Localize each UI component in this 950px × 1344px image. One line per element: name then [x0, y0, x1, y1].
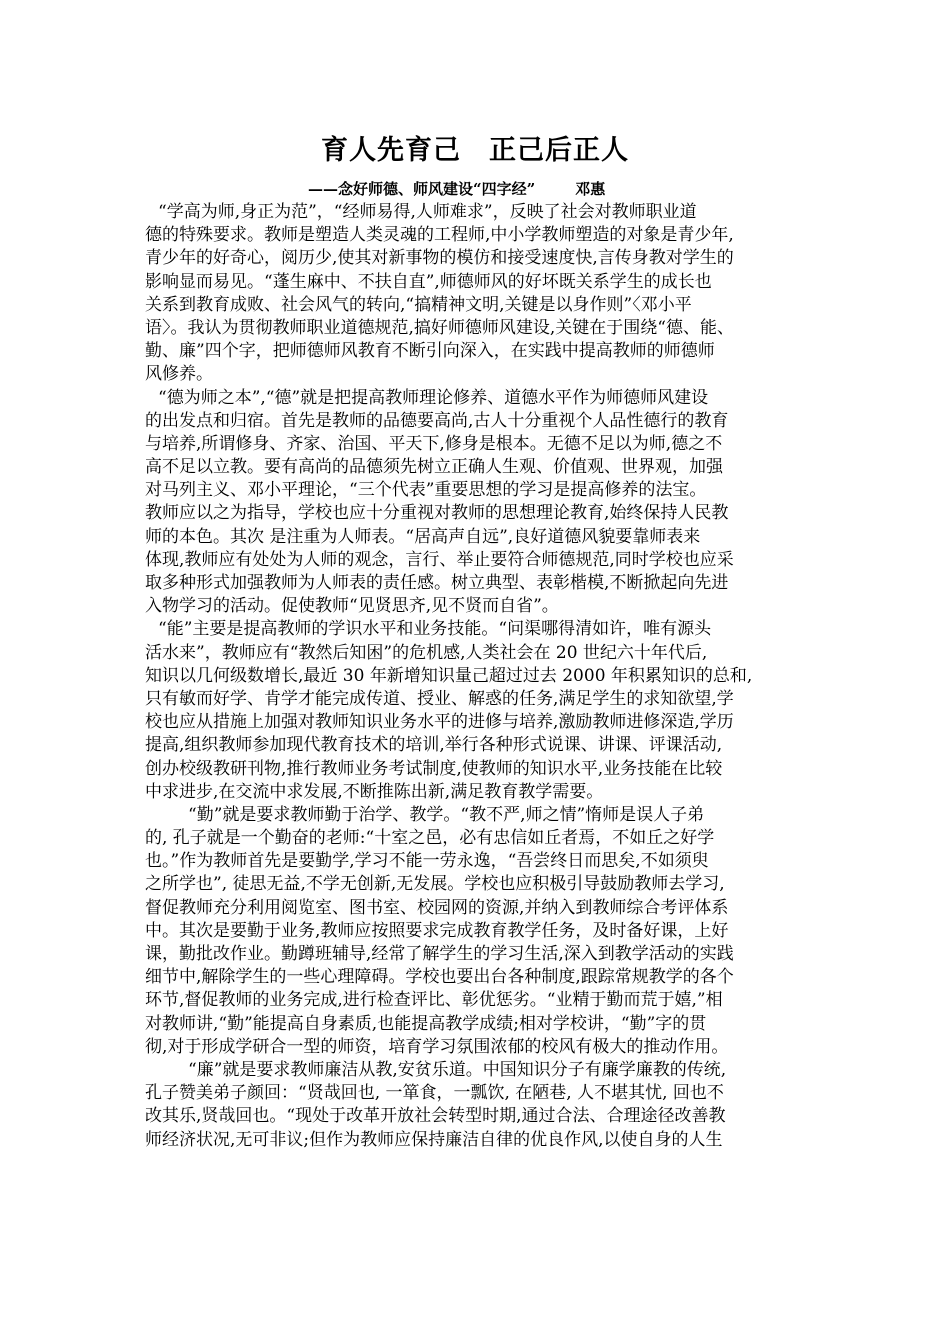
- page-subtitle: [308, 178, 605, 200]
- text-line: “勤”就是要求教师勤于治学、教学。“教不严,师之情”惰师是误人子弟: [188, 804, 705, 825]
- author-name: 邓惠: [575, 180, 606, 198]
- text-line: 创办校级教研刊物,推行教师业务考试制度,使教师的知识水平,业务技能在比较: [145, 758, 723, 779]
- text-line: 青少年的好奇心，阅历少,使其对新事物的模仿和接受速度快,言传身教对学生的: [145, 248, 734, 269]
- text-line: 关系到教育成败、社会风气的转向,“搞精神文明,关键是以身作则”〈邓小平: [145, 294, 692, 315]
- text-line: 教师应以之为指导，学校也应十分重视对教师的思想理论教育,始终保持人民教: [145, 503, 729, 524]
- text-line: 中求进步,在交流中求发展,不断推陈出新,满足教育教学需要。: [145, 781, 604, 802]
- text-line: 活水来”，教师应有“教然后知困”的危机感,人类社会在 20 世纪六十年代后,: [145, 642, 708, 663]
- text-line: 只有敏而好学、肯学才能完成传道、授业、解惑的任务,满足学生的求知欲望,学: [145, 688, 734, 709]
- text-line: 高不足以立教。要有高尚的品德须先树立正确人生观、价值观、世界观，加强: [145, 457, 723, 478]
- text-line: 课，勤批改作业。勤蹲班辅导,经常了解学生的学习生活,深入到教学活动的实践: [145, 944, 734, 964]
- text-line: 校也应从措施上加强对教师知识业务水平的进修与培养,激励教师进修深造,学历: [145, 712, 734, 733]
- text-line: 细节中,解除学生的一些心理障碍。学校也要出台各种制度,跟踪常规教学的各个: [145, 967, 734, 988]
- text-line: “德为师之本”,“德”就是把提高教师理论修养、道德水平作为师德师风建设: [158, 387, 709, 408]
- subtitle-text: ——念好师德、师风建设“四字经”: [308, 180, 536, 198]
- text-line: 也。”作为教师首先是要勤学,学习不能一劳永逸，“吾尝终日而思矣,不如须臾: [145, 851, 709, 872]
- text-line: 的, 孔子就是一个勤奋的老师:“十室之邑，必有忠信如丘者焉，不如丘之好学: [145, 828, 715, 849]
- text-line: “廉”就是要求教师廉洁从教,安贫乐道。中国知识分子有廉学廉教的传统,: [188, 1059, 727, 1080]
- page-title: 育人先育己 正己后正人: [321, 135, 629, 166]
- text-line: 的出发点和归宿。首先是教师的品德要高尚,古人十分重视个人品性德行的教育: [145, 410, 729, 431]
- text-line: 对教师讲,“勤”能提高自身素质,也能提高教学成绩;相对学校讲，“勤”字的贯: [145, 1013, 707, 1034]
- text-line: 风修养。: [145, 364, 213, 385]
- text-line: 德的特殊要求。教师是塑造人类灵魂的工程师,中小学教师塑造的对象是青少年,: [145, 225, 734, 246]
- text-line: 勤、廉”四个字，把师德师风教育不断引向深入，在实践中提高教师的师德师: [145, 341, 715, 362]
- text-line: 彻,对于形成学研合一型的师资，培育学习氛围浓郁的校风有极大的推动作用。: [145, 1036, 729, 1057]
- text-line: 语〉。我认为贯彻教师职业道德规范,搞好师德师风建设,关键在于围绕“德、能、: [145, 317, 734, 338]
- text-line: 对马列主义、邓小平理论，“三个代表”重要思想的学习是提高修养的法宝。: [145, 480, 707, 501]
- text-line: “能”主要是提高教师的学识水平和业务技能。“问渠哪得清如许，唯有源头: [158, 619, 712, 640]
- text-line: “学高为师,身正为范”，“经师易得,人师难求”，反映了社会对教师职业道: [158, 202, 697, 222]
- text-line: 督促教师充分利用阅览室、图书室、校园网的资源,并纳入到教师综合考评体系: [145, 897, 729, 918]
- text-line: 改其乐,贤哉回也。“现处于改革开放社会转型时期,通过合法、合理途径改善教: [145, 1106, 726, 1127]
- text-line: 师的本色。其次 是注重为人师表。“居高声自远”,良好道德风貌要靠师表来: [145, 526, 701, 547]
- text-line: 体现,教师应有处处为人师的观念，言行、举止要符合师德规范,同时学校也应采: [145, 549, 734, 570]
- text-line: 中。其次是要勤于业务,教师应按照要求完成教育教学任务，及时备好课，上好: [145, 920, 729, 941]
- text-line: 孔子赞美弟子颜回：“贤哉回也, 一箪食，一瓢饮, 在陋巷, 人不堪其忧, 回也不: [145, 1083, 724, 1104]
- article-body: [145, 201, 825, 1152]
- text-line: 入物学习的活动。促使教师“见贤思齐,见不贤而自省”。: [145, 596, 559, 617]
- text-line: 师经济状况,无可非议;但作为教师应保持廉洁自律的优良作风,以使自身的人生: [145, 1129, 723, 1150]
- text-line: 与培养,所谓修身、齐家、治国、平天下,修身是根本。无德不足以为师,德之不: [145, 433, 723, 454]
- text-line: 之所学也”, 徒思无益,不学无创新,无发展。学校也应积极引导鼓励教师去学习,: [145, 874, 725, 895]
- text-line: 取多种形式加强教师为人师表的责任感。树立典型、表彰楷模,不断掀起向先进: [145, 573, 729, 593]
- text-line: 影响显而易见。“蓬生麻中、不扶自直”,师德师风的好坏既关系学生的成长也: [145, 271, 712, 292]
- text-line: 提高,组织教师参加现代教育技术的培训,举行各种形式说课、讲课、评课活动,: [145, 735, 723, 756]
- text-line: 环节,督促教师的业务完成,进行检查评比、彰优惩劣。“业精于勤而荒于嬉,”相: [145, 990, 723, 1011]
- text-line: 知识以几何级数增长,最近 30 年新增知识量己超过过去 2000 年积累知识的总和,: [145, 665, 753, 686]
